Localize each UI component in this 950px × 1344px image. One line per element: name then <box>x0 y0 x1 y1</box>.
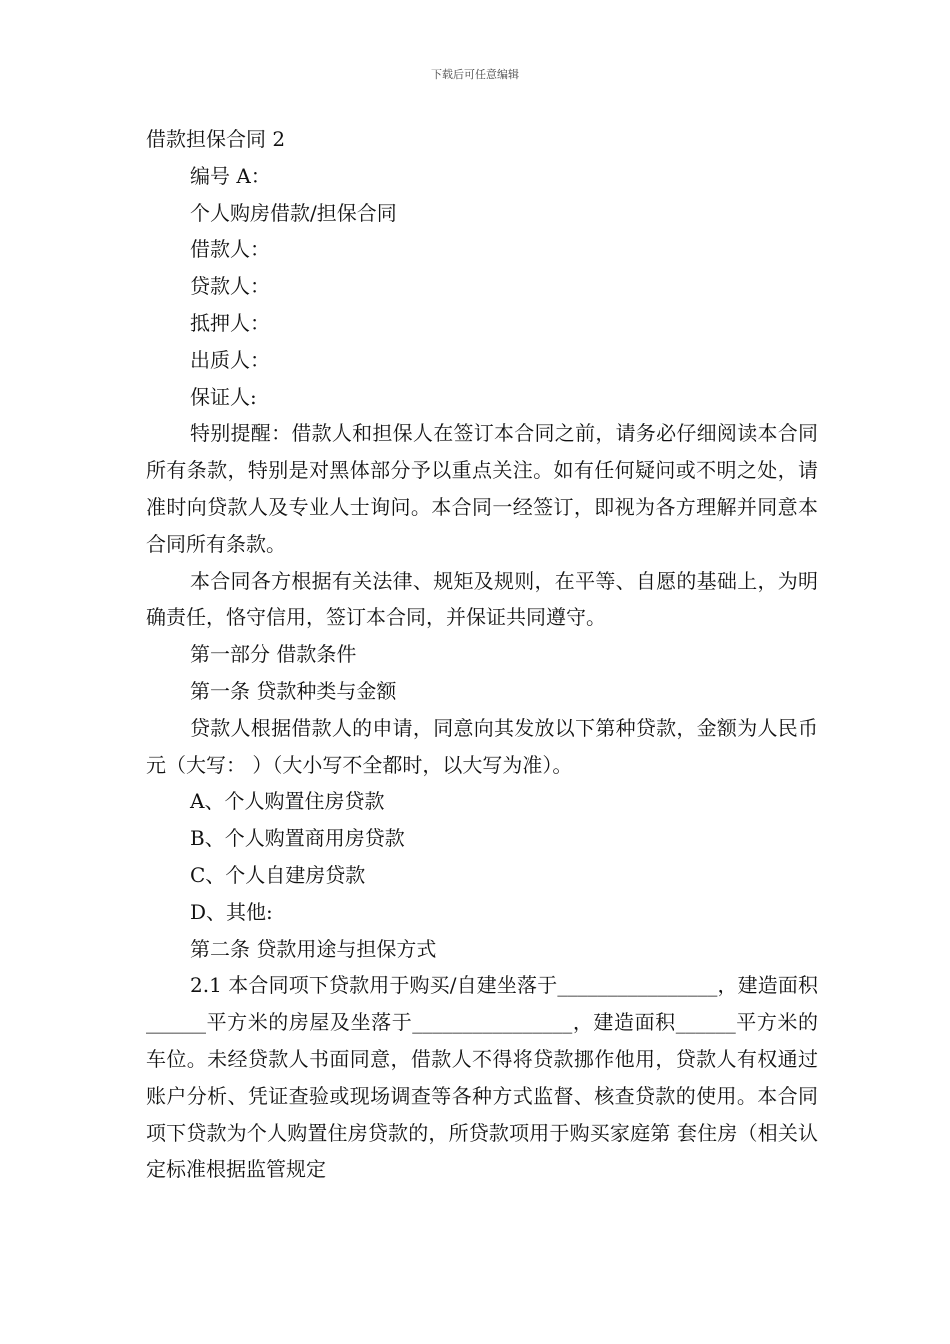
party-mortgagor: 抵押人： <box>190 310 270 335</box>
loan-option-d: D、其他: <box>190 899 273 924</box>
special-reminder: 特别提醒：借款人和担保人在签订本合同之前，请务必仔细阅读本合同所有条款，特别是对黑体部分予以重点关注。如有任何疑问或不明之处，请准时向贷款人及专业人士询问。本合同一经签订，即视为各方理解并同意本合同所有条款。 <box>146 421 818 556</box>
article-one-heading: 第一条 贷款种类与金额 <box>190 678 397 703</box>
article-two-heading: 第二条 贷款用途与担保方式 <box>190 936 437 961</box>
contract-subtitle: 个人购房借款/担保合同 <box>190 200 397 225</box>
document-title: 借款担保合同 2 <box>146 127 286 151</box>
party-guarantor: 保证人: <box>190 384 257 409</box>
contract-number: 编号 A： <box>190 163 271 188</box>
party-lender: 贷款人： <box>190 274 270 299</box>
loan-option-c: C、个人自建房贷款 <box>190 862 366 887</box>
party-borrower: 借款人： <box>190 237 270 262</box>
part-one-heading: 第一部分 借款条件 <box>190 642 357 667</box>
document-body <box>146 121 818 1188</box>
loan-option-a: A、个人购置住房贷款 <box>190 789 385 814</box>
article-one-text: 贷款人根据借款人的申请，同意向其发放以下第种贷款，金额为人民币 元（大写： ）（大小写不全都时，以大写为准）。 <box>146 715 818 777</box>
clause-2-1: 2.1 本合同项下贷款用于购买/自建坐落于________________，建造面积______平方米的房屋及坐落于________________，建造面积______平方米的车位。未经贷款人书面同意，借款人不得将贷款挪作他用，贷款人有权通过账户分析、凭证查验或现场调查等各种方式监督、核查贷款的使用。本合同项下贷款为个人购置住房贷款的，所贷款项用于购买家庭第 套住房（相关认定标准根据监管规定 <box>146 973 818 1182</box>
preamble: 本合同各方根据有关法律、规矩及规则，在平等、自愿的基础上，为明确责任，恪守信用，签订本合同，并保证共同遵守。 <box>146 568 818 630</box>
party-pledgor: 出质人： <box>190 347 270 372</box>
page-header-note: 下载后可任意编辑 <box>431 68 519 81</box>
loan-option-b: B、个人购置商用房贷款 <box>190 826 405 851</box>
